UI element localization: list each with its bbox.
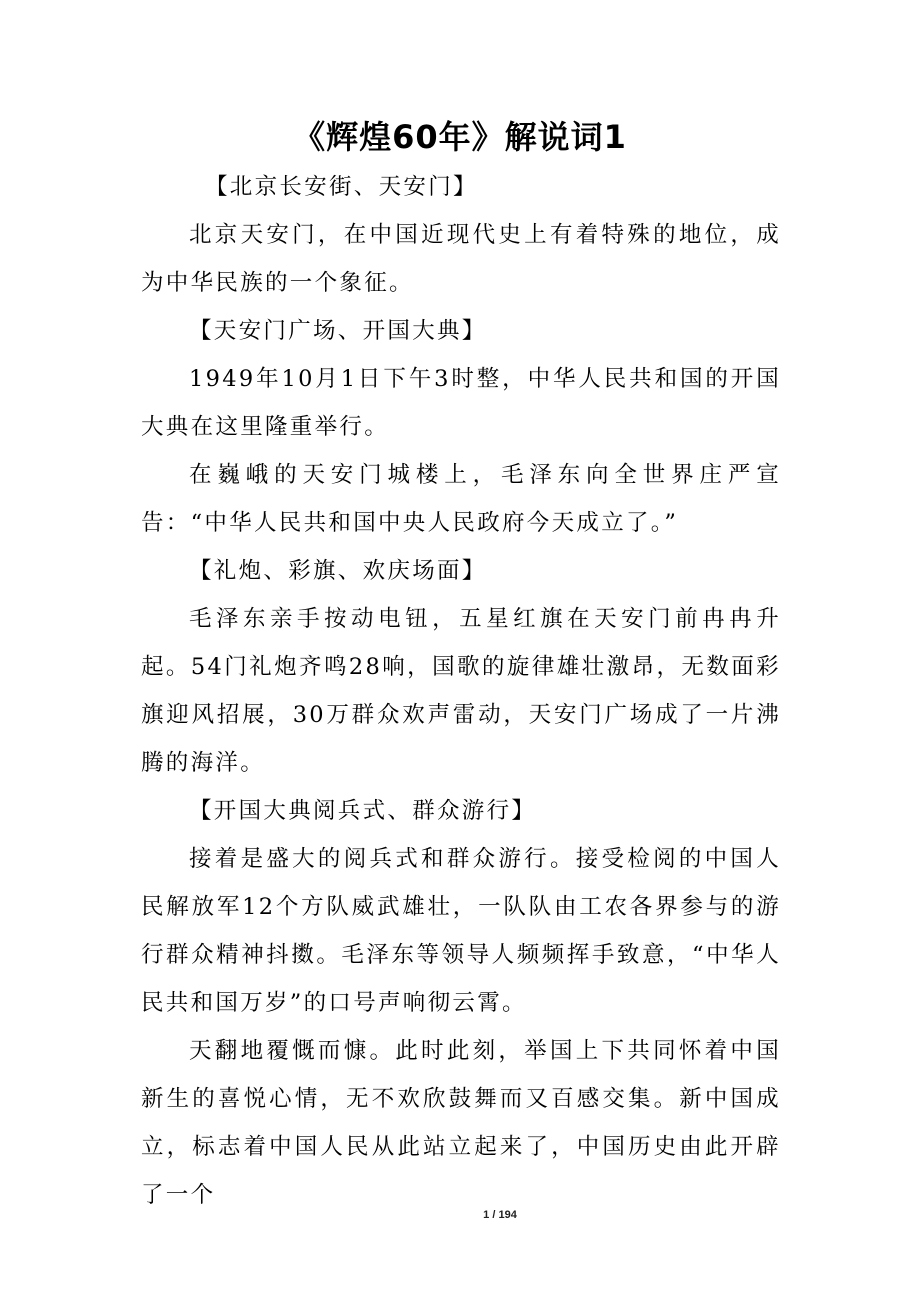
section-heading-parade: 【开国大典阅兵式、群众游行】 (189, 798, 537, 824)
paragraph-proclamation: 在巍峨的天安门城楼上，毛泽东向全世界庄严宣告：“中华人民共和国中央人民政府今天成立了。” (141, 462, 781, 536)
page-number (0, 1207, 920, 1223)
document-body (141, 163, 781, 1219)
paragraph-tiananmen-symbol: 北京天安门，在中国近现代史上有着特殊的地位，成为中华民族的一个象征。 (141, 222, 781, 296)
page-number-text: 1 / 194 (483, 1209, 517, 1221)
section-heading-salute-flags: 【礼炮、彩旗、欢庆场面】 (189, 558, 487, 584)
section-heading-chang-an-avenue: 【北京长安街、天安门】 (205, 174, 478, 200)
paragraph-parade: 接着是盛大的阅兵式和群众游行。接受检阅的中国人民解放军12个方队威武雄壮，一队队由工农各界参与的游行群众精神抖擞。毛泽东等领导人频频挥手致意，“中华人民共和国万岁”的口号声响彻云霄。 (141, 846, 781, 1016)
document-title: 《辉煌60年》解说词1 (293, 118, 627, 156)
paragraph-flag-raising: 毛泽东亲手按动电钮，五星红旗在天安门前冉冉升起。54门礼炮齐鸣28响，国歌的旋律雄壮激昂，无数面彩旗迎风招展，30万群众欢声雷动，天安门广场成了一片沸腾的海洋。 (141, 606, 781, 776)
paragraph-founding-date: 1949年10月1日下午3时整，中华人民共和国的开国大典在这里隆重举行。 (141, 366, 781, 440)
section-heading-founding-ceremony: 【天安门广场、开国大典】 (189, 318, 487, 344)
paragraph-new-china: 天翻地覆慨而慷。此时此刻，举国上下共同怀着中国新生的喜悦心情，无不欢欣鼓舞而又百感交集。新中国成立，标志着中国人民从此站立起来了，中国历史由此开辟了一个 (141, 1038, 781, 1208)
